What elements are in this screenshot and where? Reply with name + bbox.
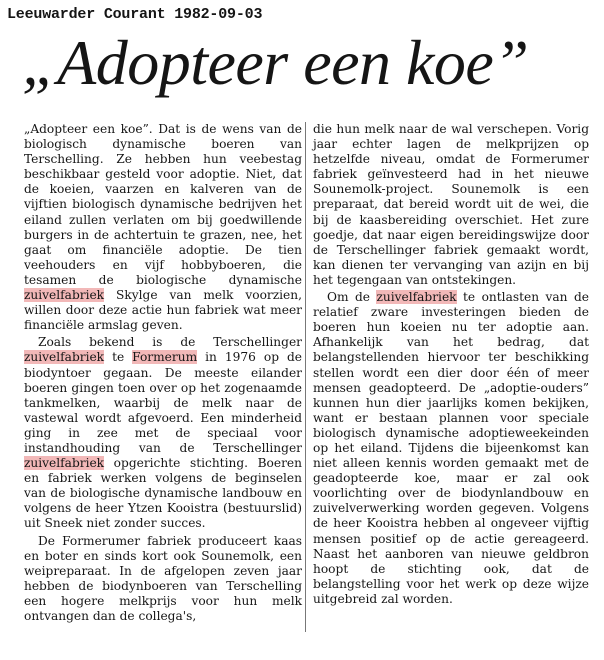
paragraph-text: „Adopteer een koe”. Dat is de wens van de biologisch dynamische boeren van Terschelling. Ze hebben hun veebestag beschikbaar gesteld voor adoptie. Niet, dat de koeien, vaarzen en kalveren van de vijftien biologisch dynamische bedrijven het eiland zullen verlaten om bij goedwillende burgers in de achtertuin te grazen, nee, het gaat om financiële adoptie. De tien veehouders en vijf hobbyboeren, die tesamen de biologische dynamische: [24, 122, 302, 287]
newspaper-source-date: Leeuwarder Courant 1982-09-03: [7, 6, 263, 23]
article-paragraph: [313, 122, 589, 288]
paragraph-text: opgerichte stichting. Boeren en fabriek werken volgens de beginselen van de biologische dynamische landbouw en volgens de heer Ytzen Kooistra (bestuurslid) uit Sneek niet zonder succes.: [24, 456, 302, 531]
highlighted-term: zuivelfabriek: [376, 290, 457, 305]
article-headline: „Adopteer een koe”: [22, 27, 529, 98]
highlighted-term: Formerum: [132, 350, 198, 365]
paragraph-text: te: [104, 350, 133, 365]
article-column-right: [313, 122, 589, 607]
highlighted-term: zuivelfabriek: [24, 288, 105, 303]
paragraph-text: Skylge van melk voorzien, willen door deze actie hun fabriek wat meer financiële armslag geven.: [24, 288, 302, 333]
highlighted-term: zuivelfabriek: [24, 456, 105, 471]
paragraph-text: Zoals bekend is de Terschellinger: [38, 335, 302, 350]
article-paragraph: [313, 290, 589, 607]
paragraph-text: Om de: [327, 290, 377, 305]
article-paragraph: [24, 335, 302, 531]
article-paragraph: [24, 122, 302, 333]
paragraph-text: in 1976 op de biodyntoer gegaan. De meeste eilander boeren gingen toen over op het zogenaamde tankmelken, waarbij de melk naar de vastewal wordt afgevoerd. Een minderheid ging in zee met de speciaal voor instandhouding van de Terschellinger: [24, 350, 303, 455]
paragraph-text: te ontlasten van de relatief zware investeringen bieden de boeren hun koeien nu ter adoptie aan. Afhankelijk van het bedrag, dat belangstellenden hiervoor ter beschikking stellen wordt een dier door één of meer mensen geadopteerd. De „adoptie-ouders” kunnen hun dier jaarlijks komen bekijken, want er bestaan plannen voor speciale biologisch dynamische adoptieweekeinden op het eiland. Tijdens die bijeenkomst kan niet alleen kennis worden gemaakt met de geadopteerde koe, maar er zal ook voorlichting over de biodynlandbouw en zuivelverwerking worden gegeven. Volgens de heer Kooistra hebben al ongeveer vijftig mensen positief op de actie gereageerd. Naast het aanboren van nieuwe geldbron hoopt de stichting ook, dat de belangstelling voor het werk op deze wijze uitgebreid zal worden.: [313, 290, 589, 606]
column-divider: [305, 122, 306, 632]
highlighted-term: zuivelfabriek: [24, 350, 105, 365]
paragraph-text: die hun melk naar de wal verschepen. Vorig jaar echter lagen de melkprijzen op hetzelfde niveau, omdat de Formerumer fabriek geïnvesteerd had in het nieuwe Sounemolk-project. Sounemolk is een preparaat, dat bereid wordt uit de wei, die bij de kaasbereiding overschiet. Het zure goedje, dat naar eigen bereidingswijze door de Terschellinger fabriek gemaakt wordt, kan dienen ter vervanging van azijn en bij het tegengaan van ontstekingen.: [313, 122, 589, 287]
article-column-left: [24, 122, 302, 624]
paragraph-text: De Formerumer fabriek produceert kaas en boter en sinds kort ook Sounemolk, een weipreparaat. In de afgelopen zeven jaar hebben de biodynboeren van Terschelling een hogere melkprijs voor hun melk ontvangen dan de collega's,: [24, 533, 302, 623]
article-paragraph: [24, 534, 302, 625]
